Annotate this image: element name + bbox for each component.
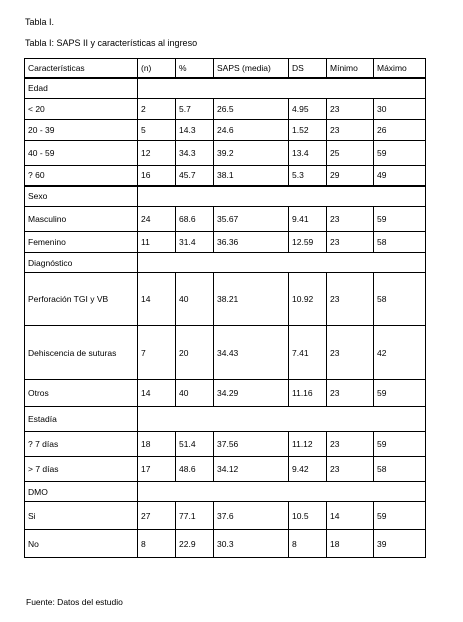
table-cell: < 20 — [25, 99, 138, 120]
table-row — [25, 232, 426, 253]
table-cell: 34.12 — [214, 457, 289, 482]
table-cell: 18 — [327, 530, 374, 558]
group-empty-cell — [138, 407, 426, 432]
table-cell: 14 — [327, 502, 374, 530]
column-header: Máximo — [374, 59, 426, 78]
group-empty-cell — [138, 186, 426, 207]
table-cell: 23 — [327, 432, 374, 457]
group-label: Estadía — [25, 407, 138, 432]
table-cell: 12 — [138, 141, 176, 166]
table-row — [25, 326, 426, 380]
table-cell: 37.56 — [214, 432, 289, 457]
table-cell: 39.2 — [214, 141, 289, 166]
column-header: Mínimo — [327, 59, 374, 78]
group-label: Diagnóstico — [25, 253, 138, 273]
table-cell: 42 — [374, 326, 426, 380]
table-cell: 39 — [374, 530, 426, 558]
table-cell: 34.3 — [176, 141, 214, 166]
table-row — [25, 432, 426, 457]
table-cell: 30.3 — [214, 530, 289, 558]
table-cell: 8 — [138, 530, 176, 558]
table-cell: 7.41 — [289, 326, 327, 380]
table-cell: 11.12 — [289, 432, 327, 457]
table-cell: 5.7 — [176, 99, 214, 120]
table-cell: Perforación TGI y VB — [25, 273, 138, 326]
column-header: SAPS (media) — [214, 59, 289, 78]
table-cell: 10.5 — [289, 502, 327, 530]
table-cell: 59 — [374, 207, 426, 232]
table-cell: 20 — [176, 326, 214, 380]
column-header: DS — [289, 59, 327, 78]
table-cell: 51.4 — [176, 432, 214, 457]
table-cell: 59 — [374, 432, 426, 457]
table-cell: 27 — [138, 502, 176, 530]
table-cell: 1.52 — [289, 120, 327, 141]
group-label: Sexo — [25, 186, 138, 207]
table-cell: ? 60 — [25, 166, 138, 186]
table-cell: 14 — [138, 273, 176, 326]
table-row — [25, 166, 426, 186]
group-row — [25, 407, 426, 432]
table-cell: 9.42 — [289, 457, 327, 482]
group-empty-cell — [138, 482, 426, 502]
table-cell: 35.67 — [214, 207, 289, 232]
group-empty-cell — [138, 253, 426, 273]
table-cell: 13.4 — [289, 141, 327, 166]
table-row — [25, 530, 426, 558]
table-cell: 22.9 — [176, 530, 214, 558]
header-row — [25, 59, 426, 78]
table-cell: 58 — [374, 232, 426, 253]
table-cell: 11.16 — [289, 380, 327, 407]
table-cell: 23 — [327, 380, 374, 407]
group-row — [25, 253, 426, 273]
table-cell: Masculino — [25, 207, 138, 232]
table-cell: 11 — [138, 232, 176, 253]
table-cell: 12.59 — [289, 232, 327, 253]
table-cell: 8 — [289, 530, 327, 558]
table-cell: 31.4 — [176, 232, 214, 253]
table-cell: 2 — [138, 99, 176, 120]
table-cell: 25 — [327, 141, 374, 166]
table-cell: 40 - 59 — [25, 141, 138, 166]
table-cell: 23 — [327, 99, 374, 120]
table-cell: 37.6 — [214, 502, 289, 530]
table-cell: No — [25, 530, 138, 558]
table-cell: 14 — [138, 380, 176, 407]
table-row — [25, 273, 426, 326]
table-cell: 23 — [327, 207, 374, 232]
table-cell: 23 — [327, 232, 374, 253]
table-row — [25, 502, 426, 530]
table-cell: 48.6 — [176, 457, 214, 482]
table-cell: 26 — [374, 120, 426, 141]
table-row — [25, 207, 426, 232]
table-cell: Dehiscencia de suturas — [25, 326, 138, 380]
table-cell: 5.3 — [289, 166, 327, 186]
table-cell: 23 — [327, 273, 374, 326]
table-cell: 23 — [327, 120, 374, 141]
table-cell: 40 — [176, 380, 214, 407]
table-cell: 23 — [327, 326, 374, 380]
table-cell: 26.5 — [214, 99, 289, 120]
table-cell: 38.21 — [214, 273, 289, 326]
table-title: Tabla I: SAPS II y características al ingreso — [25, 38, 198, 48]
table-cell: 68.6 — [176, 207, 214, 232]
table-cell: 16 — [138, 166, 176, 186]
table-cell: 45.7 — [176, 166, 214, 186]
table-cell: 59 — [374, 502, 426, 530]
table-row — [25, 141, 426, 166]
column-header: (n) — [138, 59, 176, 78]
table-cell: 58 — [374, 273, 426, 326]
group-label: DMO — [25, 482, 138, 502]
table-cell: Si — [25, 502, 138, 530]
source-note: Fuente: Datos del estudio — [26, 597, 123, 607]
table-cell: 30 — [374, 99, 426, 120]
table-row — [25, 457, 426, 482]
table-cell: 17 — [138, 457, 176, 482]
table-cell: ? 7 días — [25, 432, 138, 457]
table-cell: 34.43 — [214, 326, 289, 380]
group-row — [25, 186, 426, 207]
table-cell: 10.92 — [289, 273, 327, 326]
table-cell: 24.6 — [214, 120, 289, 141]
table-cell: 23 — [327, 457, 374, 482]
table-cell: 58 — [374, 457, 426, 482]
table-cell: 14.3 — [176, 120, 214, 141]
table-cell: 18 — [138, 432, 176, 457]
table-cell: 77.1 — [176, 502, 214, 530]
data-table — [24, 58, 426, 558]
table-cell: 40 — [176, 273, 214, 326]
table-cell: > 7 días — [25, 457, 138, 482]
table-cell: 5 — [138, 120, 176, 141]
table-cell: 24 — [138, 207, 176, 232]
table-cell: 7 — [138, 326, 176, 380]
table-row — [25, 120, 426, 141]
table-cell: Femenino — [25, 232, 138, 253]
group-row — [25, 78, 426, 99]
table-cell: 34.29 — [214, 380, 289, 407]
table-cell: 38.1 — [214, 166, 289, 186]
table-caption: Tabla I. — [25, 17, 55, 27]
table-cell: 49 — [374, 166, 426, 186]
column-header: Características — [25, 59, 138, 78]
group-empty-cell — [138, 78, 426, 99]
table-cell: 36.36 — [214, 232, 289, 253]
table-row — [25, 380, 426, 407]
group-label: Edad — [25, 78, 138, 99]
table-cell: Otros — [25, 380, 138, 407]
table-cell: 59 — [374, 380, 426, 407]
table-cell: 59 — [374, 141, 426, 166]
table-cell: 20 - 39 — [25, 120, 138, 141]
table-cell: 4.95 — [289, 99, 327, 120]
table-cell: 9.41 — [289, 207, 327, 232]
group-row — [25, 482, 426, 502]
table-cell: 29 — [327, 166, 374, 186]
column-header: % — [176, 59, 214, 78]
table-row — [25, 99, 426, 120]
